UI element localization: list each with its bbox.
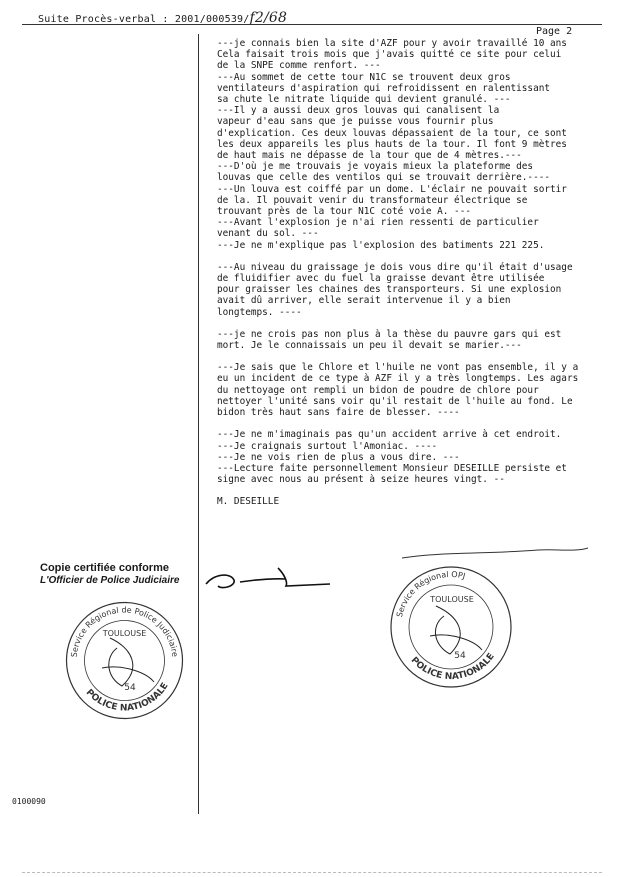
statement-line: ---Je ne vois rien de plus a vous dire. --- (217, 451, 460, 463)
statement-line: bidon très haut sans faire de blesser. ---- (217, 407, 460, 419)
statement-line: longtemps. ---- (217, 306, 302, 318)
statement-line: ---Je ne m'imaginais pas qu'un accident arrive à cet endroit. (217, 429, 562, 441)
statement-line: les deux appareils les plus hauts de la tour. Il font 9 mètres (217, 138, 567, 150)
margin-rule (198, 34, 199, 814)
statement-line: ---je connais bien la site d'AZF pour y avoir travaillé 10 ans (217, 38, 567, 49)
statement-line: de haut mais ne dépasse de la tour que de 4 mètres.--- (217, 150, 522, 162)
statement-line: ventilateurs d'aspiration qui refroidissent en ralentissant (217, 82, 551, 94)
police-stamp-left (62, 598, 187, 723)
stamp-right-emblem (430, 606, 482, 654)
statement-line: sa chute le nitrate liquide qui devient granulé. --- (217, 94, 511, 106)
statement-line: louvas que celle des ventilos qui se trouvait derrière.---- (217, 172, 551, 184)
paragraph-gap (217, 418, 612, 429)
header-title: Suite Procès-verbal : 2001/000539/ (38, 14, 250, 25)
statement-line: trouvant près de la tour N1C coté voie A. --- (217, 206, 471, 218)
statement-line: de la. Il pouvait venir du transformateur électrique se (217, 194, 528, 206)
stamp-left-city: TOULOUSE (102, 629, 147, 638)
statement-line: signe avec nous au présent à seize heures vingt. -- (217, 474, 505, 486)
scan-edge (22, 872, 602, 873)
stamp-left-number: 54 (124, 683, 136, 693)
statement-line: ---Lecture faite personnellement Monsieur DESEILLE persiste et (217, 462, 567, 474)
statement-line: ---Au niveau du graissage je dois vous dire qu'il était d'usage (217, 261, 573, 273)
statement-line: de fluidifier avec du fuel la graisse devant être utilisée (217, 273, 545, 285)
statement-line: de la SNPE comme renfort. --- (217, 60, 381, 72)
stamp-right-bottom-text: POLICE NATIONALE (408, 651, 497, 683)
stamp-right-city: TOULOUSE (430, 595, 474, 604)
statement-line: ---Un louva est coiffé par un dome. L'éclair ne pouvait sortir (217, 183, 567, 195)
police-stamp-right (386, 562, 516, 692)
statement-line: vapeur d'eau sans que je puisse vous fournir plus (217, 116, 494, 128)
document-number: 0100090 (12, 797, 46, 806)
page-number: Page 2 (536, 26, 573, 37)
statement-body (217, 38, 612, 508)
statement-line: ---Avant l'explosion je n'ai rien ressenti de particulier (217, 217, 539, 229)
statement-line: mort. Je le connaissais un peu il devait se marier.--- (217, 340, 522, 352)
statement-line: ---Au sommet de cette tour N1C se trouvent deux gros (217, 71, 511, 83)
stamp-right-number: 54 (454, 651, 466, 661)
statement-line: ---je ne crois pas non plus à la thèse du pauvre gars qui est (217, 328, 562, 340)
paragraph-gap (217, 351, 612, 362)
statement-line: M. DESEILLE (217, 496, 280, 508)
stamp-left-top-text: Service Régional de Police Judiciaire (69, 605, 180, 658)
stamp-left-bottom-text: POLICE NATIONALE (83, 681, 171, 714)
stamp-right-top-text: Service Régional OPJ (395, 569, 467, 619)
statement-line: ---Je sais que le Chlore et l'huile ne vont pas ensemble, il y a (217, 362, 579, 374)
header-rule (22, 24, 602, 25)
statement-line: nettoyer l'unité sans voir qu'il restait de l'huile au fond. Le (217, 395, 573, 407)
statement-line: ---Je craignais surtout l'Amoniac. ---- (217, 440, 438, 452)
statement-line: d'explication. Ces deux louvas dépassaient de la tour, ce sont (217, 127, 567, 139)
handwritten-reference: f2/68 (249, 10, 288, 26)
paragraph-gap (217, 251, 612, 262)
statement-line: ---Il y a aussi deux gros louvas qui canalisent la (217, 105, 500, 117)
statement-line: du nettoyage ont rempli un bidon de poudre de chlore pour (217, 384, 539, 396)
statement-line: pour graisser les chaines des transporteurs. Si une explosion (217, 284, 562, 296)
paragraph-gap (217, 318, 612, 329)
statement-line: Cela faisait trois mois que j'avais quitté ce site pour celui (217, 49, 562, 61)
statement-line: venant du sol. --- (217, 228, 319, 240)
paragraph-gap (217, 485, 612, 496)
officer-signature (200, 560, 350, 600)
officer-line: L'Officier de Police Judiciaire (40, 575, 180, 586)
certification-line: Copie certifiée conforme (40, 562, 169, 574)
certification-block (40, 562, 179, 586)
statement-line: avait dû arriver, elle serait intervenue il y a bien (217, 295, 511, 307)
statement-line: eu un incident de ce type à AZF il y a très longtemps. Les agars (217, 373, 579, 385)
stamp-left-emblem (102, 638, 154, 686)
statement-line: ---D'où je me trouvais je voyais mieux la plateforme des (217, 161, 534, 173)
statement-line: ---Je ne m'explique pas l'explosion des batiments 221 225. (217, 239, 545, 251)
